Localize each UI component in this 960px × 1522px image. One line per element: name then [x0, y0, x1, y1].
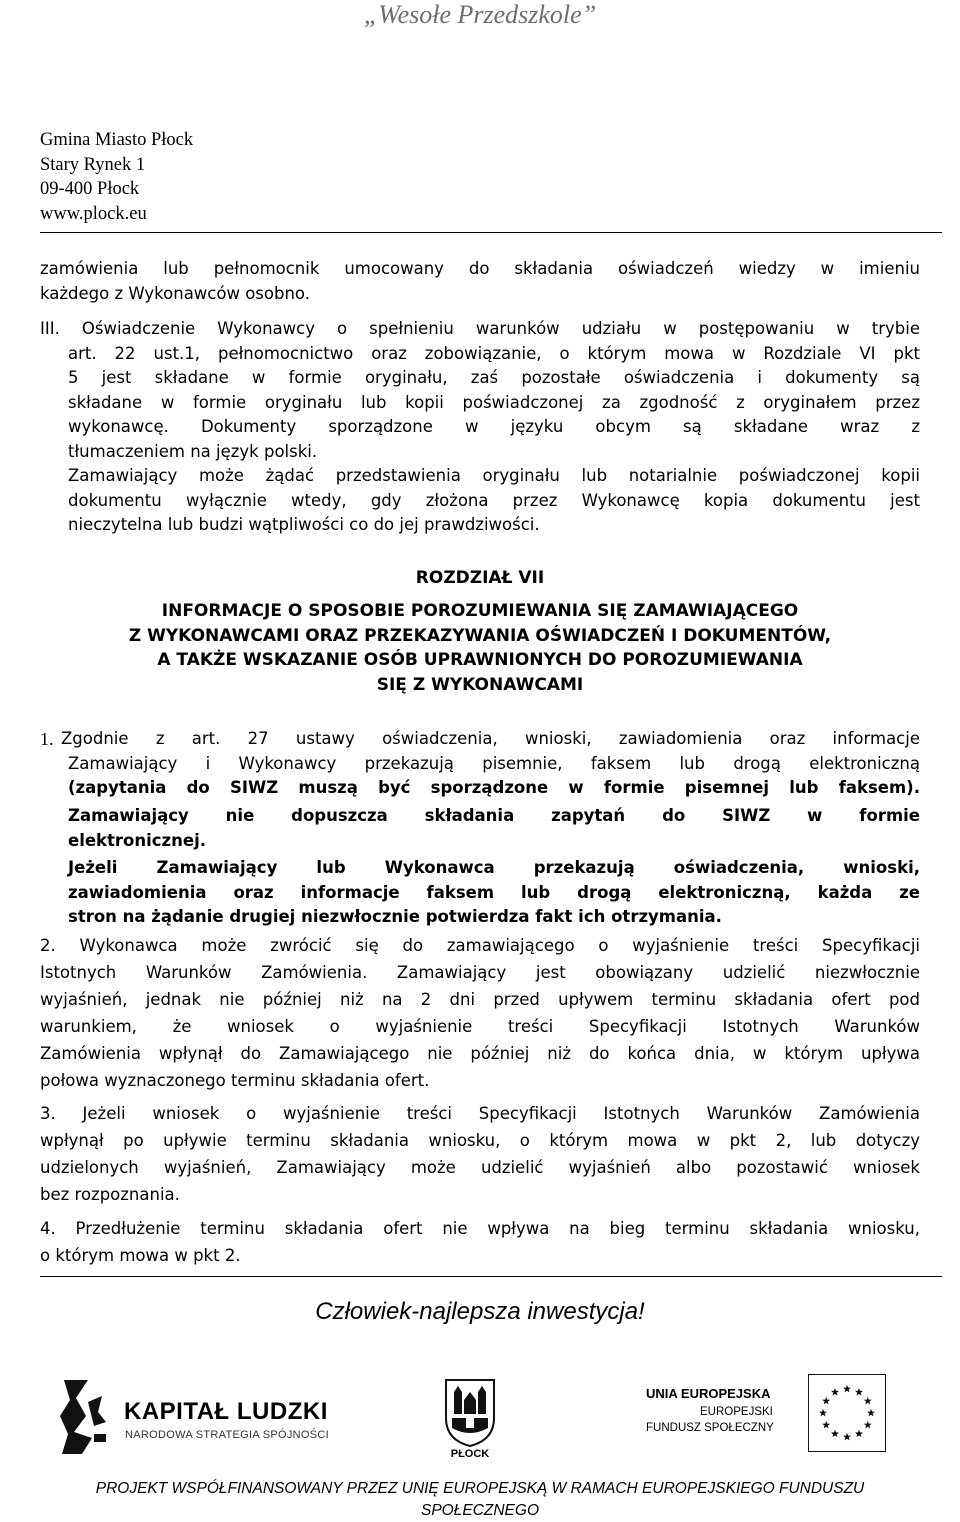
kapital-ludzki-subtitle: NARODOWA STRATEGIA SPÓJNOŚCI: [125, 1429, 329, 1441]
text-line: Istotnych Warunków Zamówienia. Zamawiający jest obowiązany udzielić niezwłocznie: [40, 963, 920, 982]
text-line: wyjaśnień, jednak nie później niż na 2 dni przed upływem terminu składania ofert pod: [40, 990, 920, 1009]
text-line: tłumaczeniem na język polski.: [68, 441, 318, 461]
point-4-paragraph: [40, 1215, 920, 1269]
point-1-number: 1.: [40, 729, 54, 749]
motto: Człowiek-najlepsza inwestycja!: [315, 1298, 645, 1325]
point-1-paragraph: [68, 752, 920, 801]
footer-text: [40, 1478, 920, 1522]
text-line: 5 jest składane w formie oryginału, zaś pozostałe oświadczenia i dokumenty są: [68, 368, 920, 387]
text-line: Zamawiający może żądać przedstawienia oryginału lub notarialnie poświadczonej kopii: [68, 466, 920, 485]
text-line: (zapytania do SIWZ muszą być sporządzone w formie pisemnej lub faksem).: [68, 778, 920, 797]
address-line: Stary Rynek 1: [40, 154, 146, 175]
point-2-paragraph: [40, 932, 920, 1094]
text-line: warunkiem, że wniosek o wyjaśnienie treści Specyfikacji Istotnych Warunków: [40, 1017, 920, 1036]
text-line: każdego z Wykonawców osobno.: [40, 283, 310, 303]
text-line: bez rozpoznania.: [40, 1185, 180, 1204]
chapter-number: ROZDZIAŁ VII: [415, 568, 545, 588]
text-line: składane w formie oryginału lub kopii poświadczonej za zgodność z oryginałem przez: [68, 392, 920, 412]
text-line: 3. Jeżeli wniosek o wyjaśnienie treści Specyfikacji Istotnych Warunków Zamówienia: [40, 1104, 920, 1123]
text-line: Zamówienia wpłynął do Zamawiającego nie później niż do końca dnia, w którym upływa: [40, 1044, 920, 1063]
text-line: Zamawiający nie dopuszcza składania zapytań do SIWZ w formie: [68, 806, 920, 825]
point-1-bold-paragraph-2: [68, 856, 920, 930]
plock-coat-of-arms-logo: [444, 1378, 496, 1462]
text-line: Zamawiający i Wykonawcy przekazują pisemnie, faksem lub drogą elektroniczną: [68, 753, 920, 773]
address-block: [40, 128, 193, 226]
text-line: zawiadomienia oraz informacje faksem lub drogą elektroniczną, każda ze: [68, 882, 920, 902]
intro-paragraph: [40, 257, 920, 306]
text-line: Jeżeli Zamawiający lub Wykonawca przekazują oświadczenia, wnioski,: [68, 858, 920, 877]
kapital-ludzki-title: KAPITAŁ LUDZKI: [124, 1398, 328, 1425]
text-line: elektronicznej.: [68, 830, 207, 850]
text-line: stron na żądanie drugiej niezwłocznie potwierdza fakt ich otrzymania.: [68, 907, 722, 926]
text-line: 2. Wykonawca może zwrócić się do zamawiającego o wyjaśnienie treści Specyfikacji: [40, 936, 920, 955]
header-title: „Wesołe Przedszkole”: [363, 0, 597, 29]
point-3-paragraph: [40, 1100, 920, 1208]
text-line: 4. Przedłużenie terminu składania ofert nie wpływa na bieg terminu składania wniosku,: [40, 1219, 920, 1238]
text-line: wykonawcę. Dokumenty sporządzone w języku obcym są składane wraz z: [68, 417, 920, 436]
address-line: Gmina Miasto Płock: [40, 130, 194, 150]
footer-divider: [40, 1276, 942, 1277]
footer-line: PROJEKT WSPÓŁFINANSOWANY PRZEZ UNIĘ EUROPEJSKĄ W RAMACH EUROPEJSKIEGO FUNDUSZU: [95, 1480, 865, 1497]
kapital-ludzki-logo: [58, 1376, 328, 1458]
plock-coat-of-arms-icon: [444, 1378, 496, 1448]
text-line: zamówienia lub pełnomocnik umocowany do składania oświadczeń wiedzy w imieniu: [40, 259, 920, 278]
text-line: udzielonych wyjaśnień, Zamawiający może udzielić wyjaśnień albo pozostawić wniosek: [40, 1158, 920, 1177]
address-line: 09-400 Płock: [40, 179, 140, 199]
eu-flag-icon: [808, 1374, 886, 1452]
eu-fund-line-1: EUROPEJSKI: [700, 1406, 773, 1418]
point-iii-first-line: [40, 317, 920, 342]
header-divider: [40, 232, 942, 233]
text-line: III. Oświadczenie Wykonawcy o spełnieniu warunków udziału w postępowaniu w trybie: [40, 319, 920, 338]
text-line: nieczytelna lub budzi wątpliwości co do jej prawdziwości.: [68, 515, 540, 534]
text-line: dokumentu wyłącznie wtedy, gdy złożona przez Wykonawcę kopia dokumentu jest: [68, 490, 920, 510]
eu-logo: [640, 1374, 888, 1452]
text-line: art. 22 ust.1, pełnomocnictwo oraz zobowiązanie, o którym mowa w Rozdziale VI pkt: [68, 343, 920, 363]
point-1-bold-paragraph-1: [68, 804, 920, 853]
chapter-title-line: INFORMACJE O SPOSOBIE POROZUMIEWANIA SIĘ ZAMAWIAJĄCEGO: [161, 601, 799, 621]
eu-title: UNIA EUROPEJSKA: [646, 1386, 771, 1401]
chapter-title-line: SIĘ Z WYKONAWCAMI: [376, 674, 584, 695]
address-link[interactable]: www.plock.eu: [40, 203, 147, 224]
chapter-title-line: A TAKŻE WSKAZANIE OSÓB UPRAWNIONYCH DO POROZUMIEWANIA: [157, 650, 803, 670]
plock-label: PŁOCK: [450, 1448, 490, 1460]
chapter-title-line: Z WYKONAWCAMI ORAZ PRZEKAZYWANIA OŚWIADCZEŃ I DOKUMENTÓW,: [128, 625, 832, 646]
kapital-ludzki-emblem-icon: [58, 1376, 118, 1458]
eu-fund-line-2: FUNDUSZ SPOŁECZNY: [646, 1422, 774, 1434]
point-iii-paragraph: [68, 342, 920, 538]
text-line: o którym mowa w pkt 2.: [40, 1246, 241, 1265]
text-line: wpłynął po upływie terminu składania wniosku, o którym mowa w pkt 2, lub dotyczy: [40, 1131, 920, 1150]
text-line: Zgodnie z art. 27 ustawy oświadczenia, wnioski, zawiadomienia oraz informacje: [61, 729, 920, 748]
footer-line: SPOŁECZNEGO: [421, 1502, 539, 1519]
text-line: połowa wyznaczonego terminu składania ofert.: [40, 1071, 430, 1090]
point-1-first-line: [61, 727, 920, 752]
chapter-title: [40, 599, 920, 697]
